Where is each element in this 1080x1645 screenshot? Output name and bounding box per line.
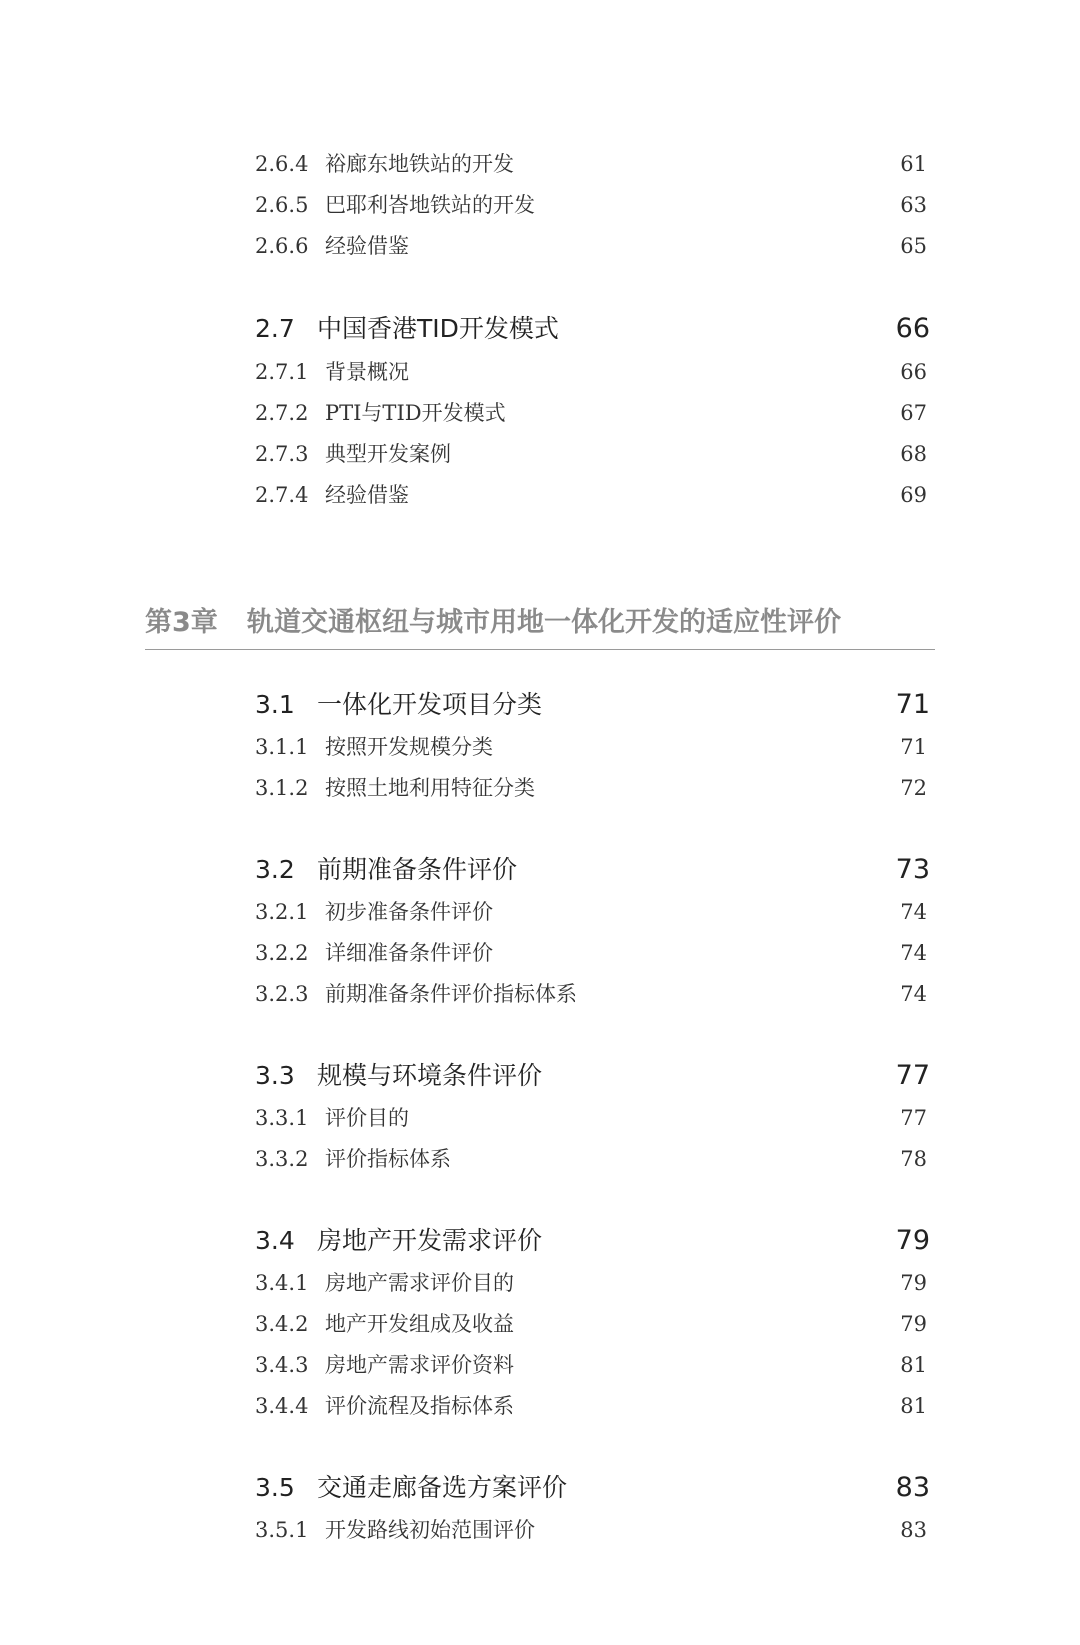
entry-page: 74 [900,982,927,1006]
section-title: 中国香港TID开发模式 [317,314,559,343]
section-page: 71 [895,689,930,720]
toc-entry-3-3-2[interactable] [255,1141,927,1177]
section-number: 3.1 [255,690,295,719]
entry-page: 79 [900,1271,927,1295]
toc-entry-3-4-2[interactable] [255,1306,927,1342]
entry-title: 地产开发组成及收益 [325,1312,514,1336]
section-number: 3.3 [255,1061,295,1090]
toc-entry-3-3-1[interactable] [255,1100,927,1136]
section-title: 规模与环境条件评价 [317,1061,543,1090]
entry-page: 79 [900,1312,927,1336]
entry-page: 83 [900,1518,927,1542]
entry-page: 81 [900,1353,927,1377]
toc-entry-2-6-6[interactable] [255,228,927,264]
section-title: 交通走廊备选方案评价 [317,1473,568,1502]
toc-entry-3-2-3[interactable] [255,976,927,1012]
entry-number: 3.5.1 [255,1518,309,1542]
toc-section-3-2[interactable] [255,850,930,890]
entry-title: 按照土地利用特征分类 [325,776,535,800]
entry-page: 74 [900,900,927,924]
entry-title: PTI与TID开发模式 [325,401,506,425]
chapter-label: 第3章 [145,607,218,638]
toc-entry-2-6-4[interactable] [255,146,927,182]
entry-number: 3.2.3 [255,982,309,1006]
section-page: 77 [895,1060,930,1091]
entry-page: 81 [900,1394,927,1418]
toc-entry-3-4-3[interactable] [255,1347,927,1383]
entry-page: 63 [900,193,927,217]
entry-number: 2.7.1 [255,360,309,384]
chapter-title: 轨道交通枢纽与城市用地一体化开发的适应性评价 [247,607,841,638]
chapter-divider [145,649,935,650]
entry-title: 经验借鉴 [325,234,409,258]
entry-title: 典型开发案例 [325,442,451,466]
section-number: 3.5 [255,1473,295,1502]
toc-entry-2-7-3[interactable] [255,436,927,472]
entry-number: 3.4.1 [255,1271,309,1295]
entry-number: 2.7.3 [255,442,309,466]
entry-title: 初步准备条件评价 [325,900,493,924]
entry-title: 裕廊东地铁站的开发 [325,152,514,176]
entry-number: 2.6.4 [255,152,309,176]
entry-number: 2.6.6 [255,234,309,258]
toc-entry-3-2-2[interactable] [255,935,927,971]
entry-title: 评价指标体系 [325,1147,451,1171]
entry-page: 69 [900,483,927,507]
entry-title: 评价目的 [325,1106,409,1130]
section-number: 2.7 [255,314,295,343]
entry-page: 77 [900,1106,927,1130]
entry-number: 3.2.2 [255,941,309,965]
entry-number: 2.7.4 [255,483,309,507]
toc-entry-3-1-1[interactable] [255,729,927,765]
entry-number: 3.1.1 [255,735,309,759]
entry-page: 74 [900,941,927,965]
entry-page: 65 [900,234,927,258]
entry-number: 3.3.2 [255,1147,309,1171]
entry-page: 72 [900,776,927,800]
entry-title: 经验借鉴 [325,483,409,507]
entry-title: 巴耶利峇地铁站的开发 [325,193,535,217]
toc-section-3-3[interactable] [255,1056,930,1096]
section-title: 一体化开发项目分类 [317,690,543,719]
chapter-3-heading[interactable] [145,601,935,645]
entry-title: 详细准备条件评价 [325,941,493,965]
entry-title: 背景概况 [325,360,409,384]
toc-entry-3-4-1[interactable] [255,1265,927,1301]
entry-page: 67 [900,401,927,425]
entry-number: 2.7.2 [255,401,309,425]
entry-title: 开发路线初始范围评价 [325,1518,535,1542]
toc-entry-3-1-2[interactable] [255,770,927,806]
section-page: 79 [895,1225,930,1256]
entry-number: 3.1.2 [255,776,309,800]
entry-number: 3.4.4 [255,1394,309,1418]
toc-entry-2-7-4[interactable] [255,477,927,513]
entry-page: 61 [900,152,927,176]
toc-section-3-4[interactable] [255,1221,930,1261]
entry-number: 3.3.1 [255,1106,309,1130]
toc-entry-2-6-5[interactable] [255,187,927,223]
toc-entry-2-7-2[interactable] [255,395,927,431]
toc-entry-3-2-1[interactable] [255,894,927,930]
entry-page: 71 [900,735,927,759]
entry-number: 3.4.2 [255,1312,309,1336]
toc-section-2-7[interactable] [255,309,930,349]
toc-section-3-1[interactable] [255,685,930,725]
section-title: 前期准备条件评价 [317,855,518,884]
toc-entry-3-4-4[interactable] [255,1388,927,1424]
section-page: 66 [895,313,930,344]
section-page: 73 [895,854,930,885]
entry-page: 78 [900,1147,927,1171]
entry-title: 房地产需求评价目的 [325,1271,514,1295]
entry-title: 按照开发规模分类 [325,735,493,759]
toc-entry-3-5-1[interactable] [255,1512,927,1548]
section-number: 3.4 [255,1226,295,1255]
section-title: 房地产开发需求评价 [317,1226,543,1255]
entry-number: 2.6.5 [255,193,309,217]
section-page: 83 [895,1472,930,1503]
entry-title: 评价流程及指标体系 [325,1394,514,1418]
entry-page: 66 [900,360,927,384]
toc-section-3-5[interactable] [255,1468,930,1508]
entry-title: 房地产需求评价资料 [325,1353,514,1377]
section-number: 3.2 [255,855,295,884]
entry-title: 前期准备条件评价指标体系 [325,982,577,1006]
toc-entry-2-7-1[interactable] [255,354,927,390]
entry-number: 3.2.1 [255,900,309,924]
entry-page: 68 [900,442,927,466]
entry-number: 3.4.3 [255,1353,309,1377]
